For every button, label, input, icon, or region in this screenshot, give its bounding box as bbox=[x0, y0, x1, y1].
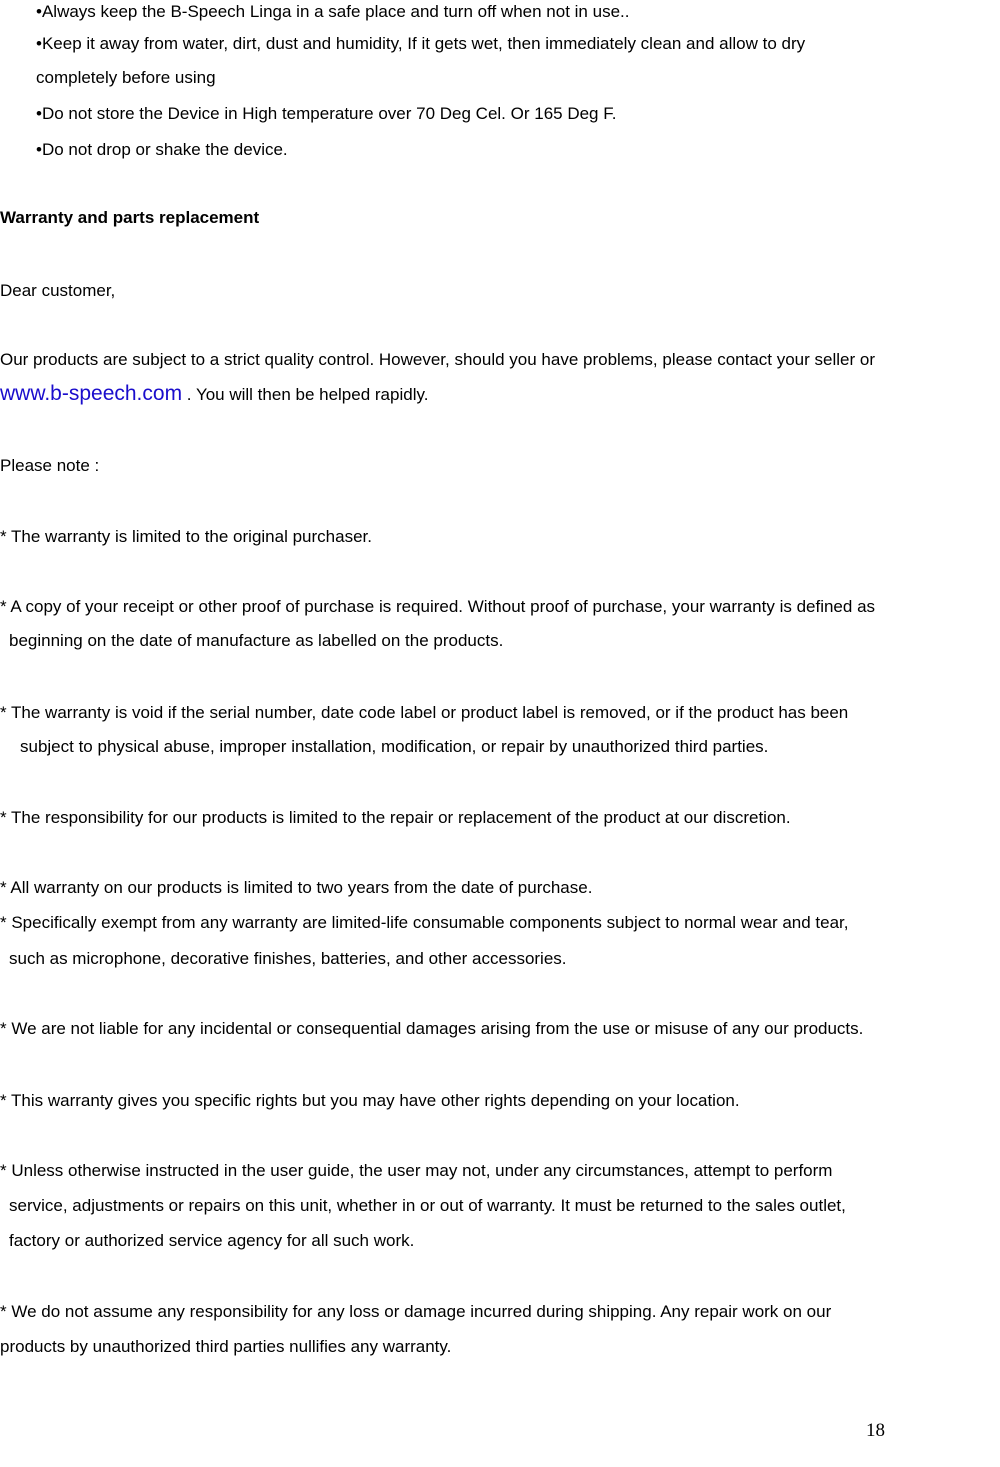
warranty-heading: Warranty and parts replacement bbox=[0, 208, 260, 227]
intro-paragraph-line1: Our products are subject to a strict quality control. However, should you have problems, please contact your seller or bbox=[0, 350, 875, 369]
term-two-years: * All warranty on our products is limited to two years from the date of purchase. bbox=[0, 878, 593, 897]
term-exempt-components-continued: such as microphone, decorative finishes, batteries, and other accessories. bbox=[9, 949, 567, 968]
term-shipping: * We do not assume any responsibility for any loss or damage incurred during shipping. Any repair work on our bbox=[0, 1302, 832, 1321]
term-no-self-service: * Unless otherwise instructed in the user guide, the user may not, under any circumstances, attempt to perform bbox=[0, 1161, 833, 1180]
term-exempt-components: * Specifically exempt from any warranty are limited-life consumable components subject to normal wear and tear, bbox=[0, 913, 849, 932]
term-proof-of-purchase-continued: beginning on the date of manufacture as labelled on the products. bbox=[9, 631, 504, 650]
intro-paragraph-line2-text: . You will then be helped rapidly. bbox=[182, 385, 429, 404]
website-link[interactable]: www.b-speech.com bbox=[0, 382, 183, 405]
term-no-self-service-continued-1: service, adjustments or repairs on this unit, whether in or out of warranty. It must be returned to the sales outlet, bbox=[9, 1196, 846, 1215]
term-proof-of-purchase: * A copy of your receipt or other proof of purchase is required. Without proof of purchase, your warranty is defined as bbox=[0, 597, 876, 616]
term-void-conditions: * The warranty is void if the serial number, date code label or product label is removed, or if the product has been bbox=[0, 703, 849, 722]
care-item-temperature: •Do not store the Device in High temperature over 70 Deg Cel. Or 165 Deg F. bbox=[36, 104, 617, 123]
greeting: Dear customer, bbox=[0, 281, 116, 300]
term-void-conditions-continued: subject to physical abuse, improper installation, modification, or repair by unauthorized third parties. bbox=[20, 737, 769, 756]
term-no-self-service-continued-2: factory or authorized service agency for all such work. bbox=[9, 1231, 415, 1250]
term-specific-rights: * This warranty gives you specific rights but you may have other rights depending on your location. bbox=[0, 1091, 740, 1110]
term-shipping-continued: products by unauthorized third parties nullifies any warranty. bbox=[0, 1337, 452, 1356]
page-number: 18 bbox=[866, 1420, 885, 1441]
term-not-liable: * We are not liable for any incidental or consequential damages arising from the use or misuse of any our products. bbox=[0, 1019, 864, 1038]
intro-paragraph-line2 bbox=[0, 384, 428, 405]
term-original-purchaser: * The warranty is limited to the original purchaser. bbox=[0, 527, 372, 546]
term-responsibility: * The responsibility for our products is limited to the repair or replacement of the product at our discretion. bbox=[0, 808, 791, 827]
care-item-water-continued: completely before using bbox=[36, 68, 216, 87]
care-item-safe-place: •Always keep the B-Speech Linga in a safe place and turn off when not in use.. bbox=[36, 2, 630, 21]
care-item-drop: •Do not drop or shake the device. bbox=[36, 140, 288, 159]
care-item-water: •Keep it away from water, dirt, dust and humidity, If it gets wet, then immediately clean and allow to dry bbox=[36, 34, 806, 53]
note-label: Please note : bbox=[0, 456, 100, 475]
